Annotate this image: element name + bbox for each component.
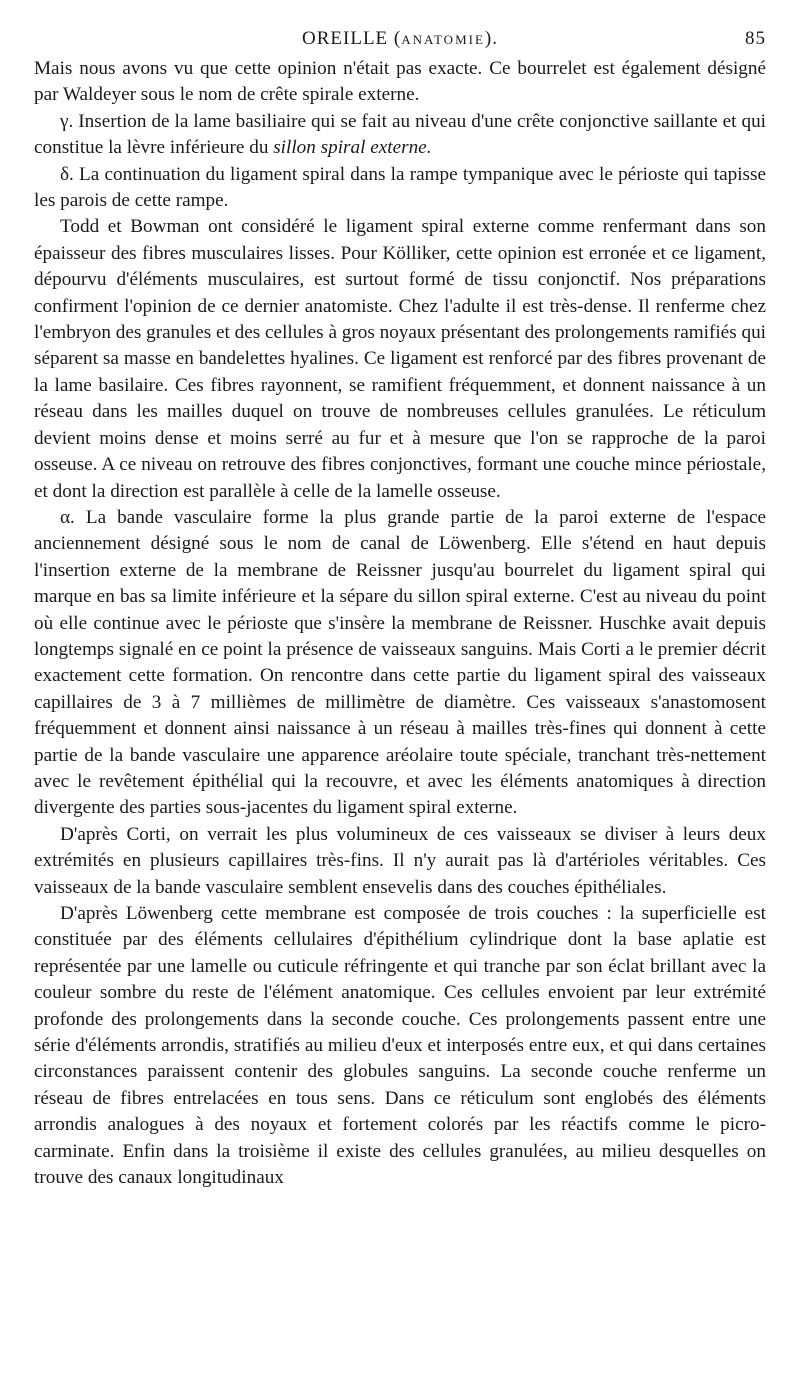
paragraph-gamma-text: γ. Insertion de la lame basiliaire qui se fait au niveau d'une crête conjonctive saillante et qui constitue la lèvre inférieure du (34, 110, 766, 159)
paragraph-gamma-italic: sillon spiral externe. (273, 137, 432, 159)
paragraph-alpha-bande-vasculaire: α. La bande vasculaire forme la plus grande partie de la paroi externe de l'espace anciennement désigné sous le nom de canal de Löwenberg. Elle s'étend en haut depuis l'insertion externe de la membrane de Reissner jusqu'au bourrelet du ligament spiral qui marque en bas sa limite inférieure et la sépare du sillon spiral externe. C'est au niveau du point où elle continue avec le périoste que s'insère la membrane de Reissner. Huschke avait depuis longtemps signalé en ce point la présence de vaisseaux sanguins. Mais Corti a le premier décrit exactement cette formation. On rencontre dans cette partie du ligament spiral des vaisseaux capillaires de 3 à 7 millièmes de millimètre de diamètre. Ces vaisseaux s'anastomosent fréquemment et donnent ainsi naissance à un réseau à mailles très-fines qui donnent à cette partie de la bande vasculaire une apparence aréolaire toute spéciale, tranchant très-nettement avec le revêtement épithélial qui la recouvre, et avec les éléments anatomiques à direction divergente des parties sous-jacentes du ligament spiral externe. (34, 506, 766, 819)
running-title (34, 28, 766, 50)
paragraph-gamma (34, 109, 766, 162)
running-head (34, 22, 766, 56)
paragraph-todd-bowman: Todd et Bowman ont considéré le ligament spiral externe comme renfermant dans son épaisseur des fibres musculaires lisses. Pour Kölliker, cette opinion est erronée et ce ligament, dépourvu d'éléments musculaires, est surtout formé de tissu conjonctif. Nos préparations confirment l'opinion de ce dernier anatomiste. Chez l'adulte il est très-dense. Il renferme chez l'embryon des granules et des cellules à gros noyaux présentant des prolongements ramifiés qui séparent sa masse en bandelettes hyalines. Ce ligament est renforcé par des fibres provenant de la lame basilaire. Ces fibres rayonnent, se ramifient fréquemment, et donnent naissance à un réseau dans les mailles duquel on trouve de nombreuses cellules granulées. Le réticulum devient moins dense et moins serré au fur et à mesure que l'on se rapproche de la paroi osseuse. A ce niveau on retrouve des fibres conjonctives, formant une couche mince périostale, et dont la direction est parallèle à celle de la lamelle osseuse. (34, 216, 766, 502)
paragraph-continuation: Mais nous avons vu que cette opinion n'était pas exacte. Ce bourrelet est également désigné par Waldeyer sous le nom de crête spirale externe. (34, 58, 766, 106)
body-text (34, 56, 766, 1191)
running-title-close-paren: ). (484, 28, 498, 49)
running-title-main: OREILLE (302, 28, 389, 49)
paragraph-corti: D'après Corti, on verrait les plus volumineux de ces vaisseaux se diviser à leurs deux extrémités en plusieurs capillaires très-fins. Il n'y aurait pas là d'artérioles véritables. Ces vaisseaux de la bande vasculaire semblent ensevelis dans des couches épithéliales. (34, 823, 766, 898)
paragraph-lowenberg: D'après Löwenberg cette membrane est composée de trois couches : la superficielle est constituée par des éléments cellulaires d'épithélium cylindrique dont la base aplatie est représentée par une lamelle ou cuticule réfringente et qui tranche par son éclat brillant avec la couleur sombre du reste de l'élément anatomique. Ces cellules envoient par leur extrémité profonde des prolongements dans la seconde couche. Ces prolongements passent entre une série d'éléments arrondis, stratifiés au milieu d'eux et interposés entre eux, et qui dans certaines circonstances paraissent contenir des globules sanguins. La seconde couche renferme un réseau de fibres entrelacées en tous sens. Dans ce réticulum sont englobés des éléments arrondis analogues à des noyaux et fortement colorés par les réactifs comme le picro-carminate. Enfin dans la troisième il existe des cellules granulées, au milieu desquelles on trouve des canaux longitudinaux (34, 903, 766, 1189)
running-title-subject: ANATOMIE (401, 32, 485, 47)
running-title-open-paren: ( (388, 28, 402, 49)
page-number: 85 (745, 28, 766, 49)
paragraph-delta: δ. La continuation du ligament spiral dans la rampe tympanique avec le périoste qui tapisse les parois de cette rampe. (34, 163, 766, 212)
book-page (34, 22, 766, 1191)
